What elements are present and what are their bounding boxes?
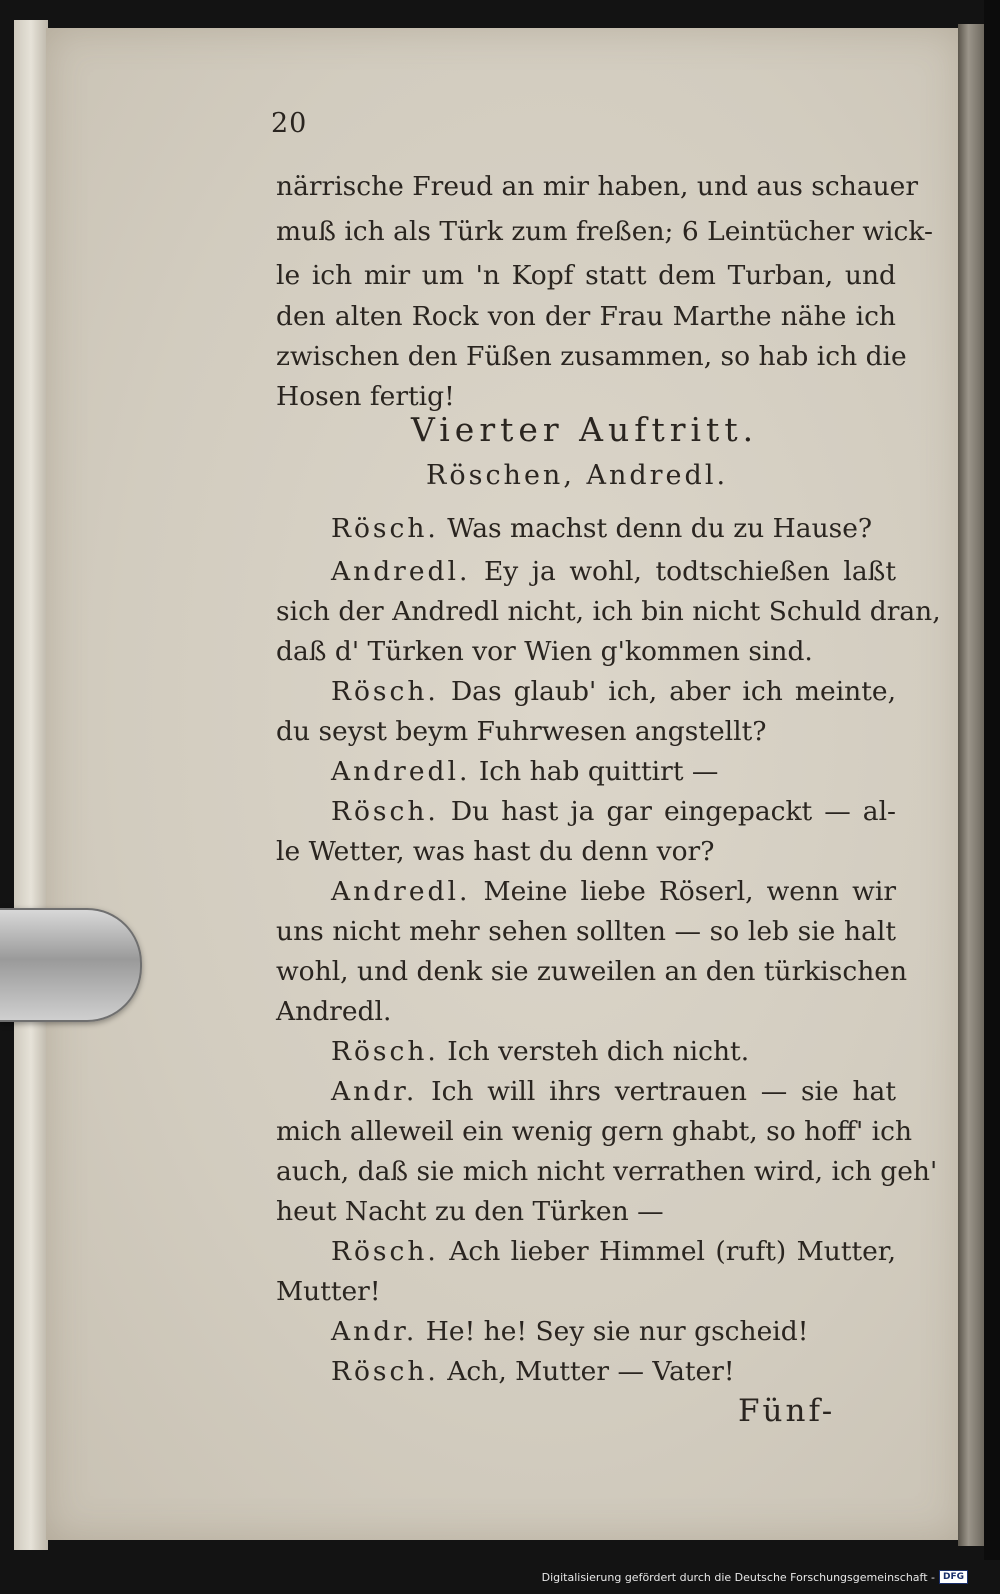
text-line: närrische Freud an mir haben, und aus schauer [276,171,919,202]
dialogue-line: daß d' Türken vor Wien g'kommen sind. [276,636,813,667]
dialogue-text: Ich versteh dich nicht. [447,1036,750,1067]
dialogue-line [331,673,896,711]
speaker-name: Andredl. [331,556,471,587]
speaker-name: Rösch. [331,1356,439,1387]
dialogue-text: Ach lieber Himmel (ruft) Mutter, [449,1236,896,1267]
book-spine [984,0,1000,1560]
dialogue-line [331,873,896,911]
text-line: muß ich als Türk zum freßen; 6 Leintücher wick- [276,216,933,247]
dialogue-text: Das glaub' ich, aber ich meinte, [450,676,896,707]
footer-text: Digitalisierung gefördert durch die Deutsche Forschungsgemeinschaft - [541,1570,935,1584]
dialogue-line: sich der Andredl nicht, ich bin nicht Schuld dran, [276,596,941,627]
page-clip [0,908,142,1022]
dialogue-line [331,753,718,791]
catchword: Fünf- [738,1393,836,1429]
speaker-name: Andredl. [331,756,471,787]
dialogue-line: auch, daß sie mich nicht verrathen wird, ich geh' [276,1156,938,1187]
dialogue-text: Ich will ihrs vertrauen — sie hat [431,1076,896,1107]
speaker-name: Rösch. [331,796,439,827]
speaker-name: Andr. [331,1316,418,1347]
dialogue-text: Ach, Mutter — Vater! [447,1356,735,1387]
text-line: den alten Rock von der Frau Marthe nähe ich [276,301,896,332]
text-line: Hosen fertig! [276,381,455,412]
scene-characters: Röschen, Andredl. [426,460,729,491]
dialogue-line [331,553,896,591]
dialogue-line [331,1033,749,1071]
speaker-name: Andredl. [331,876,471,907]
dialogue-line: le Wetter, was hast du denn vor? [276,836,715,867]
dialogue-line: du seyst beym Fuhrwesen angstellt? [276,716,767,747]
dialogue-line [331,1353,735,1391]
dialogue-line [331,510,872,548]
dialogue-text: Ey ja wohl, todtschießen laßt [483,556,896,587]
dialogue-line [331,1313,808,1351]
dialogue-line: Mutter! [276,1276,381,1307]
digitization-footer [542,1570,968,1584]
speaker-name: Andr. [331,1076,418,1107]
dialogue-line: wohl, und denk sie zuweilen an den türkischen [276,956,908,987]
page-number: 20 [271,108,308,139]
dialogue-line: uns nicht mehr sehen sollten — so leb sie halt [276,916,896,947]
dialogue-line: mich alleweil ein wenig gern ghabt, so hoff' ich [276,1116,913,1147]
speaker-name: Rösch. [331,513,439,544]
dialogue-line [331,1233,896,1271]
page-left-edge [14,20,48,1550]
dialogue-line [331,1073,896,1111]
dialogue-text: Du hast ja gar eingepackt — al- [450,796,896,827]
dialogue-text: Ich hab quittirt — [478,756,719,787]
dialogue-text: Meine liebe Röserl, wenn wir [483,876,896,907]
dfg-logo: DFG [939,1570,968,1584]
dialogue-line: Andredl. [276,996,392,1027]
speaker-name: Rösch. [331,676,439,707]
text-line: le ich mir um 'n Kopf statt dem Turban, und [276,260,896,291]
text-line: zwischen den Füßen zusammen, so hab ich die [276,341,907,372]
speaker-name: Rösch. [331,1236,439,1267]
scene-heading: Vierter Auftritt. [411,410,759,449]
dialogue-text: He! he! Sey sie nur gscheid! [425,1316,809,1347]
speaker-name: Rösch. [331,1036,439,1067]
dialogue-line: heut Nacht zu den Türken — [276,1196,664,1227]
dialogue-line [331,793,896,831]
page-right-edge [958,24,984,1546]
dialogue-text: Was machst denn du zu Hause? [447,513,873,544]
